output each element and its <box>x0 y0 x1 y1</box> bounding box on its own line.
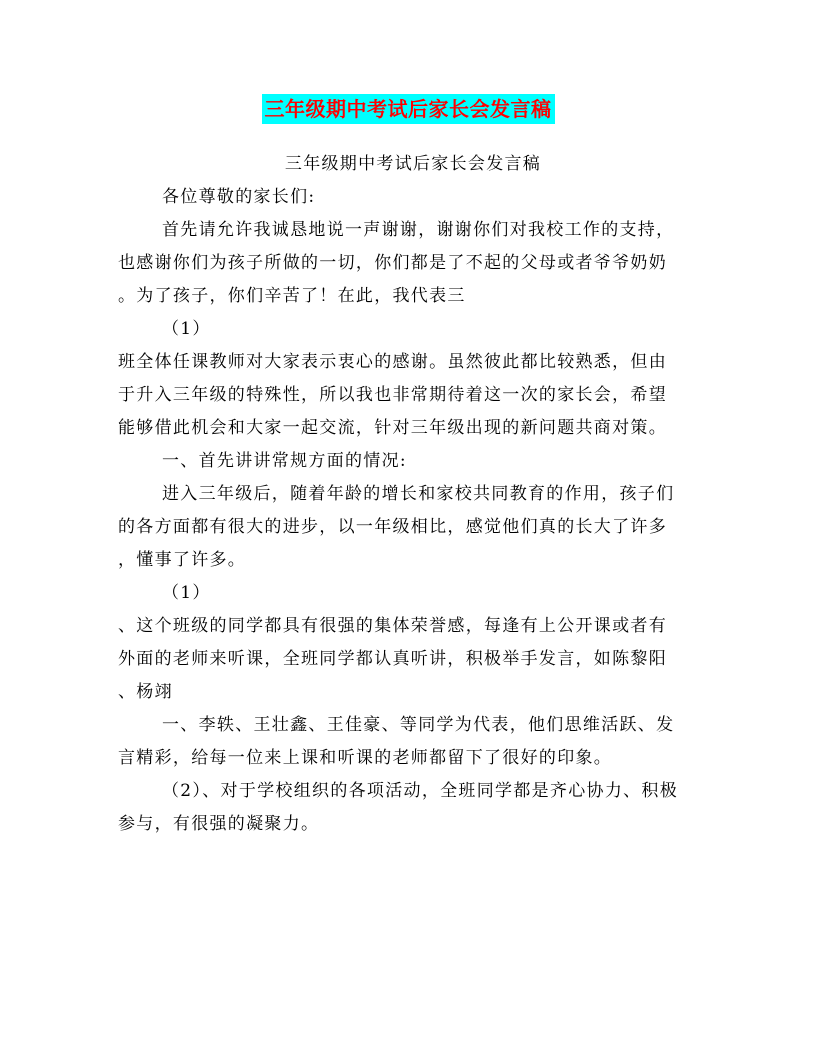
paragraph-line: 于升入三年级的特殊性，所以我也非常期待着这一次的家长会，希望 <box>118 385 667 405</box>
paragraph-line: （1） <box>162 583 211 603</box>
paragraph-line: （1） <box>162 319 211 339</box>
subtitle-line: 三年级期中考试后家长会发言稿 <box>284 154 542 174</box>
document-body <box>118 148 708 841</box>
section-heading: 一、首先讲讲常规方面的情况: <box>162 451 407 471</box>
paragraph-line: 参与，有很强的凝聚力。 <box>118 814 320 834</box>
paragraph-line: 、这个班级的同学都具有很强的集体荣誉感，每逢有上公开课或者有 <box>118 616 667 636</box>
paragraph-line: 能够借此机会和大家一起交流，针对三年级出现的新问题共商对策。 <box>118 418 667 438</box>
document-title: 三年级期中考试后家长会发言稿 <box>262 94 555 124</box>
paragraph-line: 言精彩，给每一位来上课和听课的老师都留下了很好的印象。 <box>118 748 613 768</box>
paragraph-line: 外面的老师来听课，全班同学都认真听讲，积极举手发言，如陈黎阳 <box>118 649 667 669</box>
salutation-line: 各位尊敬的家长们: <box>162 187 316 207</box>
paragraph-line: 也感谢你们为孩子所做的一切，你们都是了不起的父母或者爷爷奶奶 <box>118 253 667 273</box>
paragraph-line: ，懂事了许多。 <box>118 550 247 570</box>
paragraph-line: 的各方面都有很大的进步，以一年级相比，感觉他们真的长大了许多 <box>118 517 667 537</box>
paragraph-line: 进入三年级后，随着年龄的增长和家校共同教育的作用，孩子们 <box>162 484 675 504</box>
title-container <box>0 94 816 124</box>
paragraph-line: 。为了孩子，你们辛苦了！在此，我代表三 <box>118 286 466 306</box>
paragraph-line: 、杨翊 <box>118 682 173 702</box>
paragraph-line: （2）、对于学校组织的各项活动，全班同学都是齐心协力、积极 <box>162 781 679 801</box>
paragraph-line: 班全体任课教师对大家表示衷心的感谢。虽然彼此都比较熟悉，但由 <box>118 352 667 372</box>
paragraph-line: 首先请允许我诚恳地说一声谢谢，谢谢你们对我校工作的支持， <box>162 220 675 240</box>
paragraph-line: 一、李轶、王壮鑫、王佳豪、等同学为代表，他们思维活跃、发 <box>162 715 675 735</box>
